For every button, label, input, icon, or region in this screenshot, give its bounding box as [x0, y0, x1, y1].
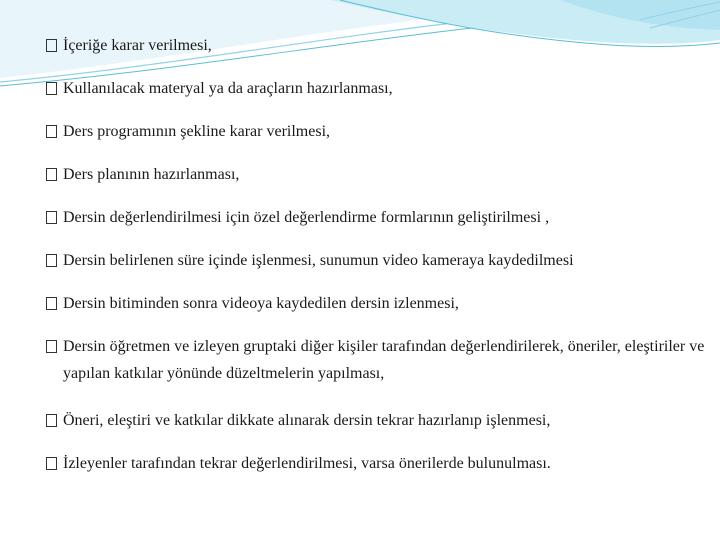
list-item — [46, 79, 706, 99]
list-item — [46, 122, 706, 142]
list-item-text: Ders planının hazırlanması, — [63, 166, 240, 183]
list-item — [46, 294, 706, 314]
list-item-text: İzleyenler tarafından tekrar değerlendirilmesi, varsa önerilerde bulunulması. — [63, 455, 551, 472]
square-bullet-icon — [46, 457, 57, 470]
list-item-text: Dersin öğretmen ve izleyen gruptaki diğer kişiler tarafından değerlendirilerek, öneriler, eleştiriler ve yapılan katkılar yönünde düzeltmelerin yapılması, — [63, 338, 705, 382]
list-item — [46, 208, 706, 228]
square-bullet-icon — [46, 211, 57, 224]
square-bullet-icon — [46, 297, 57, 310]
list-item — [46, 36, 706, 56]
square-bullet-icon — [46, 254, 57, 267]
square-bullet-icon — [46, 414, 57, 427]
list-item-text: Dersin belirlenen süre içinde işlenmesi, sunumun video kameraya kaydedilmesi — [63, 252, 574, 269]
square-bullet-icon — [46, 39, 57, 52]
bullet-list — [46, 36, 706, 497]
square-bullet-icon — [46, 82, 57, 95]
list-item-text: Dersin bitiminden sonra videoya kaydedilen dersin izlenmesi, — [63, 295, 459, 312]
list-item-text: Dersin değerlendirilmesi için özel değerlendirme formlarının geliştirilmesi , — [63, 209, 550, 226]
list-item-text: Kullanılacak materyal ya da araçların hazırlanması, — [63, 80, 393, 97]
list-item-text: Ders programının şekline karar verilmesi, — [63, 123, 331, 140]
square-bullet-icon — [46, 168, 57, 181]
list-item-text: İçeriğe karar verilmesi, — [63, 37, 212, 54]
list-item — [46, 251, 706, 271]
list-item — [46, 411, 706, 431]
list-item — [46, 165, 706, 185]
list-item — [46, 454, 706, 474]
list-item-text: Öneri, eleştiri ve katkılar dikkate alınarak dersin tekrar hazırlanıp işlenmesi, — [63, 412, 551, 429]
square-bullet-icon — [46, 125, 57, 138]
square-bullet-icon — [46, 340, 57, 353]
list-item — [46, 337, 706, 387]
